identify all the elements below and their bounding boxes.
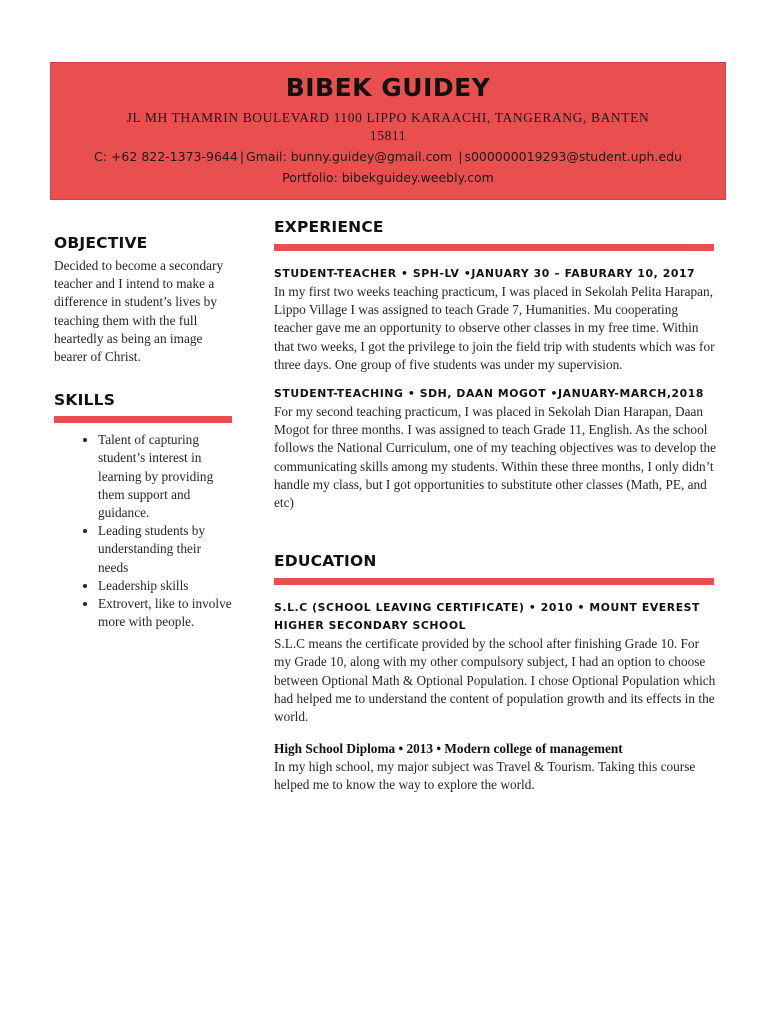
section-divider (54, 416, 232, 423)
gmail-address: Gmail: bunny.guidey@gmail.com (246, 149, 453, 164)
right-column (274, 214, 716, 795)
skill-item: • Leadership skills (98, 577, 232, 595)
objective-text: Decided to become a secondary teacher and I intend to make a difference in student’s lives by teaching them with the full heartedly as being an image bearer of Christ. (54, 258, 224, 365)
portfolio-link: Portfolio: bibekguidey.weebly.com (282, 170, 494, 185)
job-description: In my first two weeks teaching practicum, I was placed in Sekolah Pelita Harapan, Lippo Village I was assigned to teach Grade 7, Humanities. Mu cooperating teacher gave me an opportunity to observe other classes in my free time. Within that two weeks, I got the privilege to join the field trip with students which was for three days. One group of five students was under my supervision. (274, 284, 715, 372)
contact-line (51, 147, 725, 166)
candidate-name: BIBEK GUIDEY (285, 73, 491, 102)
left-column (54, 230, 232, 631)
job-heading: STUDENT-TEACHING • SDH, DAAN MOGOT •JANUARY-MARCH,2018 (274, 387, 704, 401)
job-heading: STUDENT-TEACHER • SPH-LV •JANUARY 30 – FABURARY 10, 2017 (274, 267, 696, 280)
resume-header (50, 62, 726, 200)
job-description: For my second teaching practicum, I was placed in Sekolah Dian Harapan, Daan Mogot for three months. I was assigned to teach Grade 11, English. As the school follows the National Curriculum, one of my teaching objectives was to develop the communicating skills among my students. Within these three months, I only didn’t handle my class, but I got opportunities to substitute other classes (Math, PE, and etc) (274, 404, 717, 511)
address: JL MH THAMRIN BOULEVARD 1100 LIPPO KARAACHI, TANGERANG, BANTEN 15811 (126, 110, 650, 143)
section-divider (274, 244, 714, 251)
skills-list (54, 431, 232, 631)
contact-separator: | (458, 149, 463, 164)
education-heading: High School Diploma • 2013 • Modern college of management (274, 741, 623, 757)
student-email: s000000019293@student.uph.edu (464, 149, 682, 164)
phone-number: C: +62 822-1373-9644 (94, 149, 238, 164)
skill-item: • Talent of capturing student’s interest in learning by providing them support and guidance. (98, 431, 232, 522)
section-divider (274, 578, 714, 585)
experience-title: EXPERIENCE (274, 218, 384, 236)
skill-item: • Extrovert, like to involve more with people. (98, 595, 232, 631)
skill-item: • Leading students by understanding their needs (98, 522, 232, 577)
education-title: EDUCATION (274, 552, 377, 571)
education-description: S.L.C means the certificate provided by the school after finishing Grade 10. For my Grade 10, along with my other compulsory subject, I had an option to choose between Optional Math & Optional Population. I chose Optional Population which had helped me to understand the content of population growth and its effects in the world. (274, 636, 716, 725)
contact-separator: | (239, 149, 245, 164)
skills-title: SKILLS (54, 391, 116, 410)
education-heading: S.L.C (SCHOOL LEAVING CERTIFICATE) • 2010 • MOUNT EVEREST HIGHER SECONDARY SCHOOL (274, 601, 701, 633)
education-description: In my high school, my major subject was Travel & Tourism. Taking this course helped me to know the way to explore the world. (274, 759, 696, 793)
objective-title: OBJECTIVE (54, 234, 148, 252)
